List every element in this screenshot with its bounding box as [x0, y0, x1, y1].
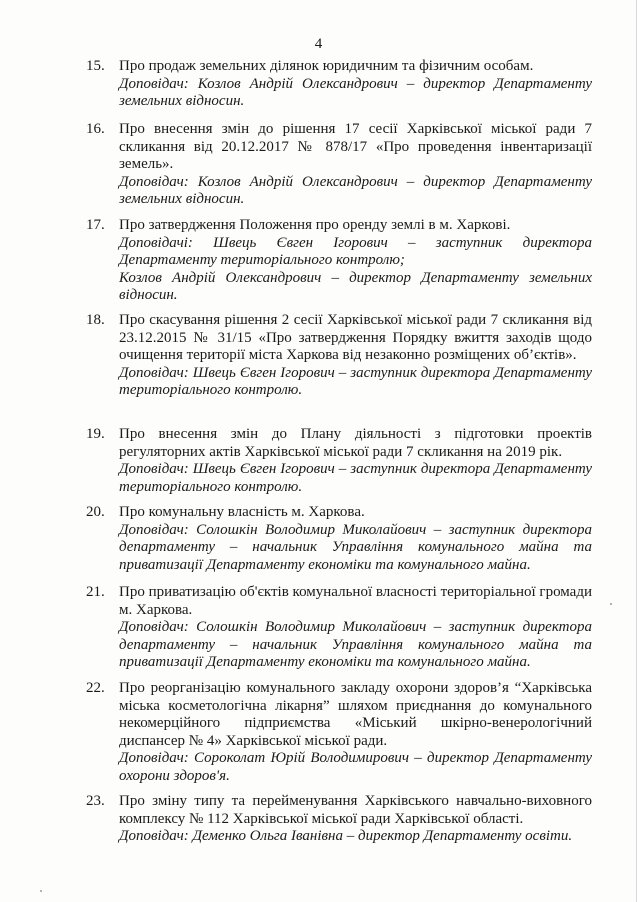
page-number: 4	[314, 36, 323, 52]
item-title: Про продаж земельних ділянок юридичним та фізичним особам.	[119, 58, 534, 74]
item-title: Про скасування рішення 2 сесії Харківської міської ради 7 скликання від 23.12.2015 № 31/15 «Про затвердження Порядку вжиття заходів щодо очищення території міста Харкова від незаконно розміщених об’єктів».	[119, 312, 592, 363]
item-speaker: Доповідач: Козлов Андрій Олександрович – директор Департаменту земельних відносин.	[119, 75, 592, 109]
item-speaker: Доповідач: Солошкін Володимир Миколайович – заступник директора департаменту – начальник Управління комунального майна та приватизації Департаменту економіки та комунального майна.	[119, 619, 592, 670]
item-speaker: Доповідач: Швець Євген Ігорович – заступник директора Департаменту територіального контролю.	[119, 461, 592, 495]
item-speaker: Доповідач: Солошкін Володимир Миколайович – заступник директора департаменту – начальник Управління комунального майна та приватизації Департаменту економіки та комунального майна.	[119, 521, 592, 573]
item-speaker: Козлов Андрій Олександрович – директор Департаменту земельних відносин.	[119, 269, 592, 303]
item-number: 16.	[86, 121, 105, 137]
item-speaker: Доповідач: Швець Євген Ігорович – заступник директора Департаменту територіального контролю.	[119, 364, 592, 398]
item-number: 17.	[86, 217, 105, 233]
item-speaker: Доповідачі: Швець Євген Ігорович – заступник директора Департаменту територіального контролю;	[119, 234, 592, 268]
item-number: 18.	[86, 312, 105, 328]
agenda-item-18	[86, 312, 592, 400]
item-number: 23.	[86, 793, 105, 809]
agenda-item-19	[86, 426, 592, 496]
item-title: Про комунальну власність м. Харкова.	[119, 504, 365, 520]
item-speaker: Доповідач: Козлов Андрій Олександрович – директор Департаменту земельних відносин.	[119, 173, 592, 207]
agenda-item-23	[86, 793, 592, 846]
item-title: Про внесення змін до Плану діяльності з підготовки проектів регуляторних актів Харківської міської ради 7 скликання на 2019 рік.	[119, 426, 592, 460]
agenda-item-22	[86, 680, 592, 785]
agenda-item-21	[86, 584, 592, 672]
item-number: 19.	[86, 426, 105, 442]
item-title: Про внесення змін до рішення 17 сесії Харківської міської ради 7 скликання від 20.12.2017 № 878/17 «Про проведення інвентаризації земель».	[119, 121, 592, 172]
agenda-item-17	[86, 217, 592, 305]
agenda-item-20	[86, 504, 592, 574]
item-speaker: Доповідач: Деменко Ольга Іванівна – директор Департаменту освіти.	[119, 828, 573, 844]
item-title: Про затвердження Положення про оренду землі в м. Харкові.	[119, 217, 511, 233]
item-number: 21.	[86, 584, 105, 600]
agenda-item-16	[86, 121, 592, 209]
scan-speck	[610, 603, 612, 605]
agenda-item-15	[86, 58, 592, 111]
item-title: Про реорганізацію комунального закладу охорони здоров’я “Харківська міська косметологічна лікарня” шляхом приєднання до комунального некомерційного підприємства «Міський шкірно-венерологічний диспансер № 4» Харківської міської ради.	[119, 680, 592, 749]
item-number: 15.	[86, 58, 105, 74]
scan-speck	[40, 890, 42, 892]
item-speaker: Доповідач: Сороколат Юрій Володимирович – директор Департаменту охорони здоров'я.	[119, 750, 592, 784]
item-title: Про зміну типу та перейменування Харківського навчально-виховного комплексу № 112 Харківської міської ради Харківської області.	[119, 793, 592, 827]
item-title: Про приватизацію об'єктів комунальної власності територіальної громади м. Харкова.	[119, 584, 592, 618]
item-number: 22.	[86, 680, 105, 696]
item-number: 20.	[86, 504, 105, 520]
